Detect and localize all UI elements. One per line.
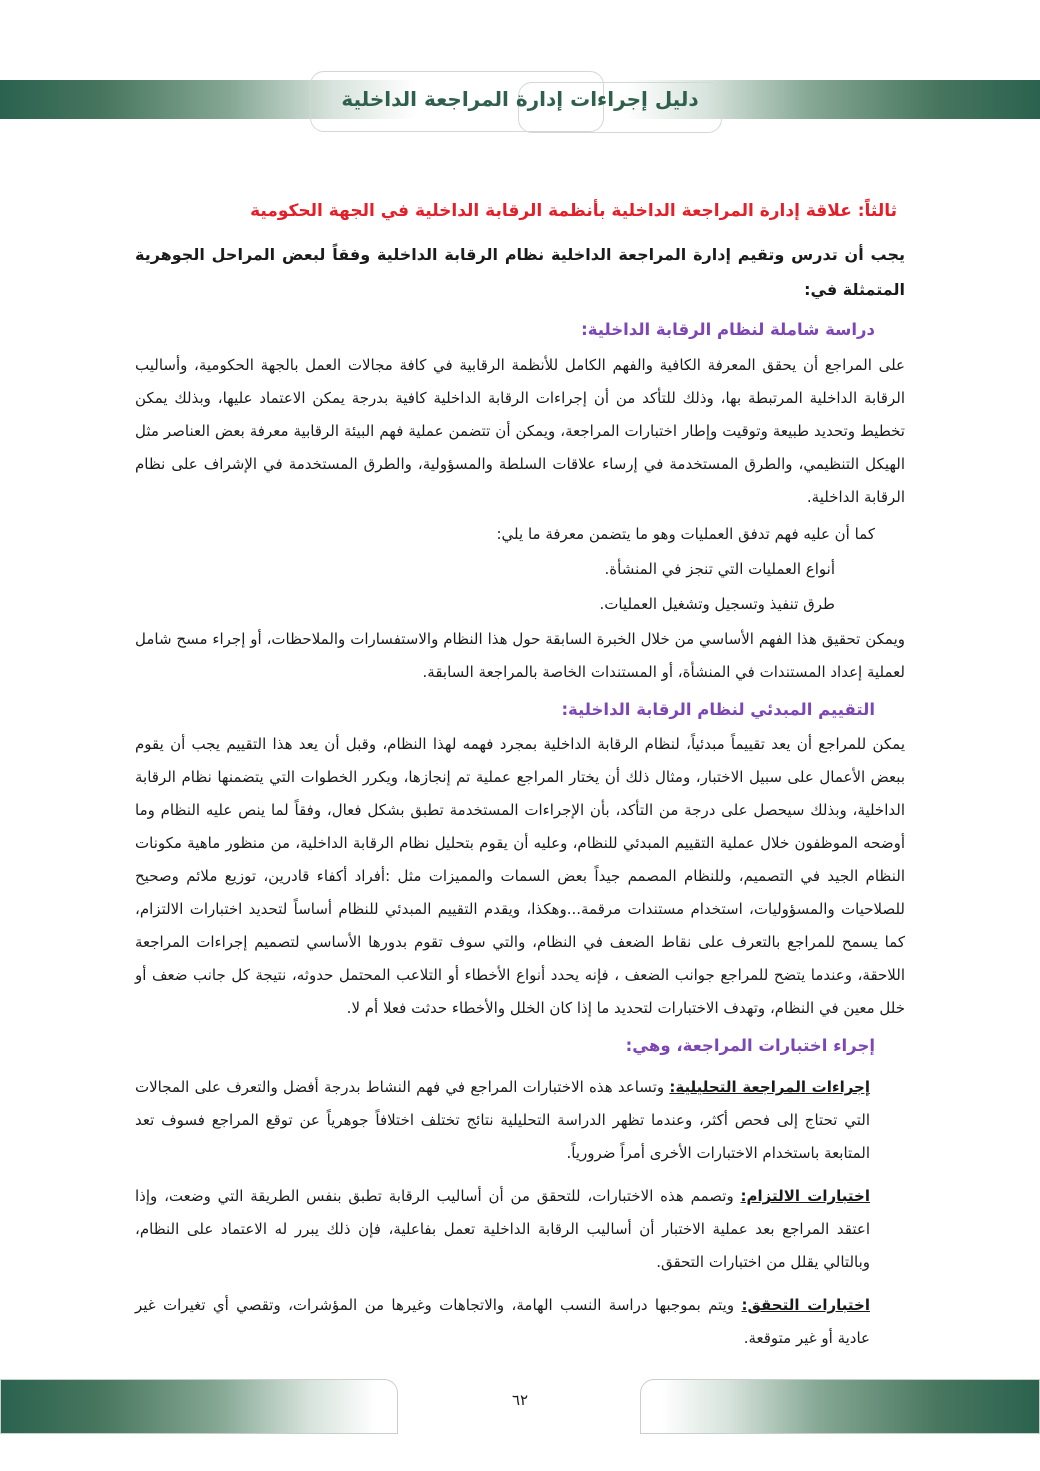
- test-paragraph-analytical: [135, 1071, 870, 1170]
- test-lead: إجراءات المراجعة التحليلية:: [669, 1078, 870, 1097]
- list-item: طرق تنفيذ وتسجيل وتشغيل العمليات.: [599, 594, 835, 613]
- test-text: وتساعد هذه الاختبارات المراجع في فهم النشاط بدرجة أفضل والتعرف على المجالات التي تحتاج إلى فحص أكثر، وعندما تظهر الدراسة التحليلية نتائج تختلف اختلافاً جوهرياً عن توقع المراجع فسوف تعد المتابعة باستخدام الاختبارات الأخرى أمراً ضرورياً.: [135, 1078, 870, 1163]
- subsection-heading-initial-eval: التقييم المبدئي لنظام الرقابة الداخلية:: [561, 699, 875, 719]
- subsection-heading-study: دراسة شاملة لنظام الرقابة الداخلية:: [581, 319, 875, 339]
- document-title: دليل إجراءات إدارة المراجعة الداخلية: [341, 87, 699, 111]
- test-paragraph-verification: [135, 1289, 870, 1355]
- page-number: ٦٢: [511, 1391, 529, 1409]
- study-close-paragraph: ويمكن تحقيق هذا الفهم الأساسي من خلال الخبرة السابقة حول هذا النظام والاستفسارات والملاحظات، أو إجراء مسح شامل لعملية إعداد المستندات في المنشأة، أو المستندات الخاصة بالمراجعة السابقة.: [135, 629, 905, 681]
- study-paragraph: على المراجع أن يحقق المعرفة الكافية والفهم الكامل للأنظمة الرقابية في كافة مجالات العمل بالجهة الحكومية، وأساليب الرقابة الداخلية المرتبطة بها، وذلك للتأكد من أن إجراءات الرقابة الداخلية كافية بدرجة يمكن الاعتماد عليها، وبذلك يمكن تخطيط وتحديد طبيعة وتوقيت وإطار اختبارات المراجعة، ويمكن أن تتضمن عملية فهم البيئة الرقابية معرفة بعض العناصر مثل الهيكل التنظيمي، والطرق المستخدمة في إرساء علاقات السلطة والمسؤولية، والطرق المستخدمة في الإشراف على نظام الرقابة الداخلية.: [135, 355, 905, 506]
- subsection-heading-tests: إجراء اختبارات المراجعة، وهي:: [625, 1036, 875, 1056]
- test-lead: اختبارات الالتزام:: [740, 1187, 870, 1206]
- section-heading: ثالثاً: علاقة إدارة المراجعة الداخلية بأنظمة الرقابة الداخلية في الجهة الحكومية: [250, 201, 897, 221]
- intro-paragraph: يجب أن تدرس وتقيم إدارة المراجعة الداخلية نظام الرقابة الداخلية وفقاً لبعض المراحل الجوهرية المتمثلة في:: [135, 244, 905, 299]
- test-text: ويتم بموجبها دراسة النسب الهامة، والاتجاهات وغيرها من المؤشرات، وتقصي أي تغيرات غير عادية أو غير متوقعة.: [135, 1296, 870, 1348]
- test-text: وتصمم هذه الاختبارات، للتحقق من أن أساليب الرقابة تطبق بنفس الطريقة التي وضعت، وإذا اعتقد المراجع بعد عملية الاختبار أن أساليب الرقابة الداخلية تعمل بفاعلية، فإن ذلك يبرر له الاعتماد على النظام، وبالتالي يقلل من اختبارات التحقق.: [135, 1187, 870, 1272]
- content-area: [135, 196, 905, 1365]
- test-lead: اختبارات التحقق:: [741, 1296, 870, 1315]
- flow-intro-line: كما أن عليه فهم تدفق العمليات وهو ما يتضمن معرفة ما يلي:: [496, 524, 875, 543]
- list-item: أنواع العمليات التي تنجز في المنشأة.: [604, 559, 835, 578]
- initial-eval-paragraph: يمكن للمراجع أن يعد تقييماً مبدئياً، لنظام الرقابة الداخلية بمجرد فهمه لهذا النظام، وقبل أن يعد هذا التقييم يجب أن يقوم ببعض الأعمال على سبيل الاختبار، ومثال ذلك أن يختار المراجع عملية تم إنجازها، ويكرر الخطوات التي يتضمنها نظام الرقابة الداخلية، وبذلك سيحصل على درجة من التأكد، بأن الإجراءات المستخدمة تطبق بشكل فعال، وفقاً لما ينص عليه النظام وما أوضحه الموظفون خلال عملية التقييم المبدئي للنظام، وعليه أن يقوم بتحليل نظام الرقابة الداخلية، من منظور ماهية مكونات النظام الجيد في التصميم، وللنظام المصمم جيداً بعض السمات والمميزات مثل :أفراد أكفاء قادرين، توزيع ملائم وصحيح للصلاحيات والمسؤوليات، استخدام مستندات مرقمة...وهكذا، ويقدم التقييم المبدئي للنظام أساساً لتحديد اختبارات الالتزام، كما يسمح للمراجع بالتعرف على نقاط الضعف في النظام، والتي سوف تقوم بدورها الأساسي لتصميم إجراءات المراجعة اللاحقة، وعندما يتضح للمراجع جوانب الضعف ، فإنه يحدد أنواع الأخطاء أو التلاعب المحتمل حدوثه، نتيجة كل جانب ضعف أو خلل معين في النظام، وتهدف الاختبارات لتحديد ما إذا كان الخلل والأخطاء حدثت فعلا أم لا.: [135, 735, 905, 1018]
- test-paragraph-compliance: [135, 1180, 870, 1279]
